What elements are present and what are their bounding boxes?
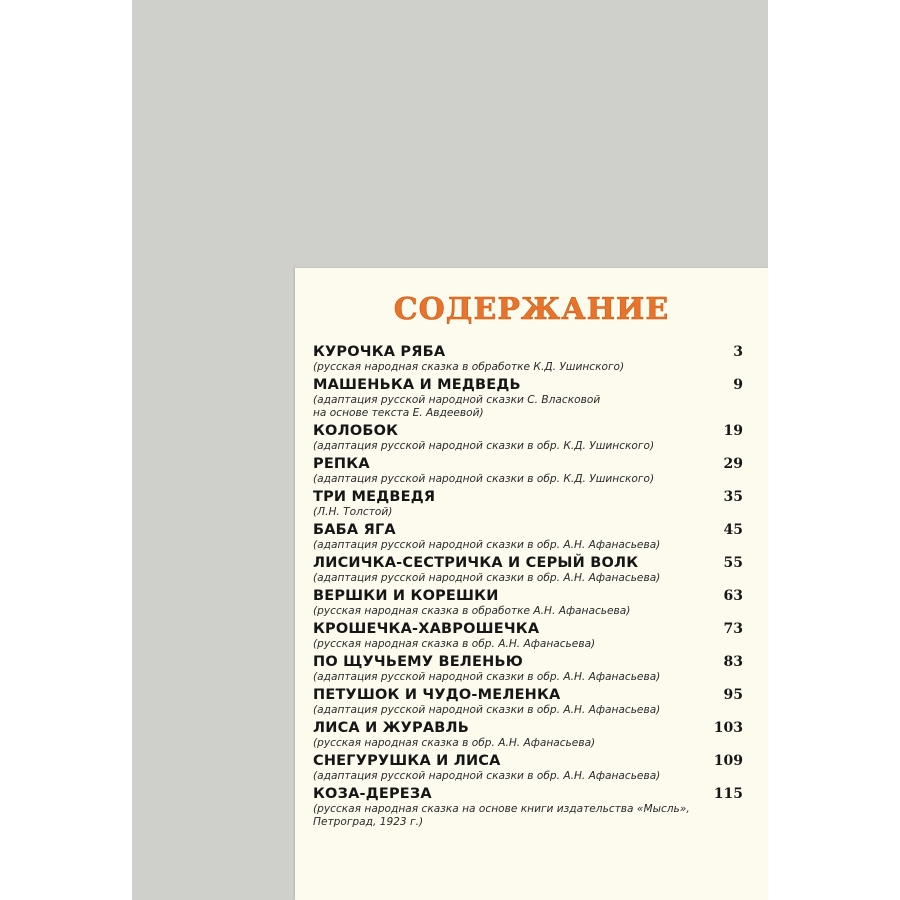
contents-list (313, 344, 743, 832)
story-title: ПЕТУШОК И ЧУДО-МЕЛЕНКА (313, 687, 561, 703)
story-note: (адаптация русской народной сказки в обр. А.Н. Афанасьева) (313, 671, 661, 683)
list-item (313, 555, 743, 585)
list-item (313, 720, 743, 750)
story-note: (Л.Н. Толстой) (313, 506, 393, 518)
book-page (295, 268, 768, 900)
story-note: (адаптация русской народной сказки в обр. А.Н. Афанасьева) (313, 572, 661, 584)
list-item (313, 456, 743, 486)
page-number: 115 (713, 786, 743, 802)
story-title: ВЕРШКИ И КОРЕШКИ (313, 588, 499, 604)
story-note: (адаптация русской народной сказки в обр. А.Н. Афанасьева) (313, 770, 661, 782)
story-note: (русская народная сказка на основе книги издательства «Мысль», Петроград, 1923 г.) (313, 803, 690, 828)
story-title: РЕПКА (313, 456, 370, 472)
story-title: БАБА ЯГА (313, 522, 396, 538)
story-title: КУРОЧКА РЯБА (313, 344, 446, 360)
story-title: ПО ЩУЧЬЕМУ ВЕЛЕНЬЮ (313, 654, 523, 670)
page-title: СОДЕРЖАНИЕ (393, 292, 670, 327)
story-note: (адаптация русской народной сказки в обр. А.Н. Афанасьева) (313, 704, 661, 716)
story-note: (русская народная сказка в обработке А.Н. Афанасьева) (313, 605, 631, 617)
page-number: 83 (723, 654, 743, 670)
story-note: (русская народная сказка в обр. А.Н. Афанасьева) (313, 638, 596, 650)
story-title: ТРИ МЕДВЕДЯ (313, 489, 436, 505)
list-item (313, 423, 743, 453)
story-note: (адаптация русской народной сказки С. Власковой на основе текста Е. Авдеевой) (313, 394, 601, 419)
story-note: (адаптация русской народной сказки в обр. А.Н. Афанасьева) (313, 539, 661, 551)
story-title: ЛИСИЧКА-СЕСТРИЧКА И СЕРЫЙ ВОЛК (313, 555, 639, 571)
story-title: СНЕГУРУШКА И ЛИСА (313, 753, 501, 769)
page-number: 95 (723, 687, 743, 703)
page-number: 9 (733, 377, 743, 393)
list-item (313, 753, 743, 783)
page-number: 103 (713, 720, 743, 736)
story-note: (русская народная сказка в обр. А.Н. Афанасьева) (313, 737, 596, 749)
page-number: 3 (733, 344, 743, 360)
page-number: 73 (723, 621, 743, 637)
list-item (313, 687, 743, 717)
list-item (313, 588, 743, 618)
story-title: МАШЕНЬКА И МЕДВЕДЬ (313, 377, 521, 393)
list-item (313, 377, 743, 420)
page-number: 35 (723, 489, 743, 505)
list-item (313, 344, 743, 374)
page-number: 45 (723, 522, 743, 538)
list-item (313, 621, 743, 651)
story-note: (русская народная сказка в обработке К.Д. Ушинского) (313, 361, 625, 373)
list-item (313, 786, 743, 829)
page-number: 63 (723, 588, 743, 604)
page-number: 55 (723, 555, 743, 571)
story-note: (адаптация русской народной сказки в обр. К.Д. Ушинского) (313, 440, 655, 452)
story-title: КОЗА-ДЕРЕЗА (313, 786, 432, 802)
story-title: КОЛОБОК (313, 423, 399, 439)
list-item (313, 489, 743, 519)
story-title: ЛИСА И ЖУРАВЛЬ (313, 720, 469, 736)
page-number: 29 (723, 456, 743, 472)
story-title: КРОШЕЧКА-ХАВРОШЕЧКА (313, 621, 540, 637)
list-item (313, 654, 743, 684)
list-item (313, 522, 743, 552)
story-note: (адаптация русской народной сказки в обр. К.Д. Ушинского) (313, 473, 655, 485)
page-number: 109 (713, 753, 743, 769)
page-number: 19 (723, 423, 743, 439)
